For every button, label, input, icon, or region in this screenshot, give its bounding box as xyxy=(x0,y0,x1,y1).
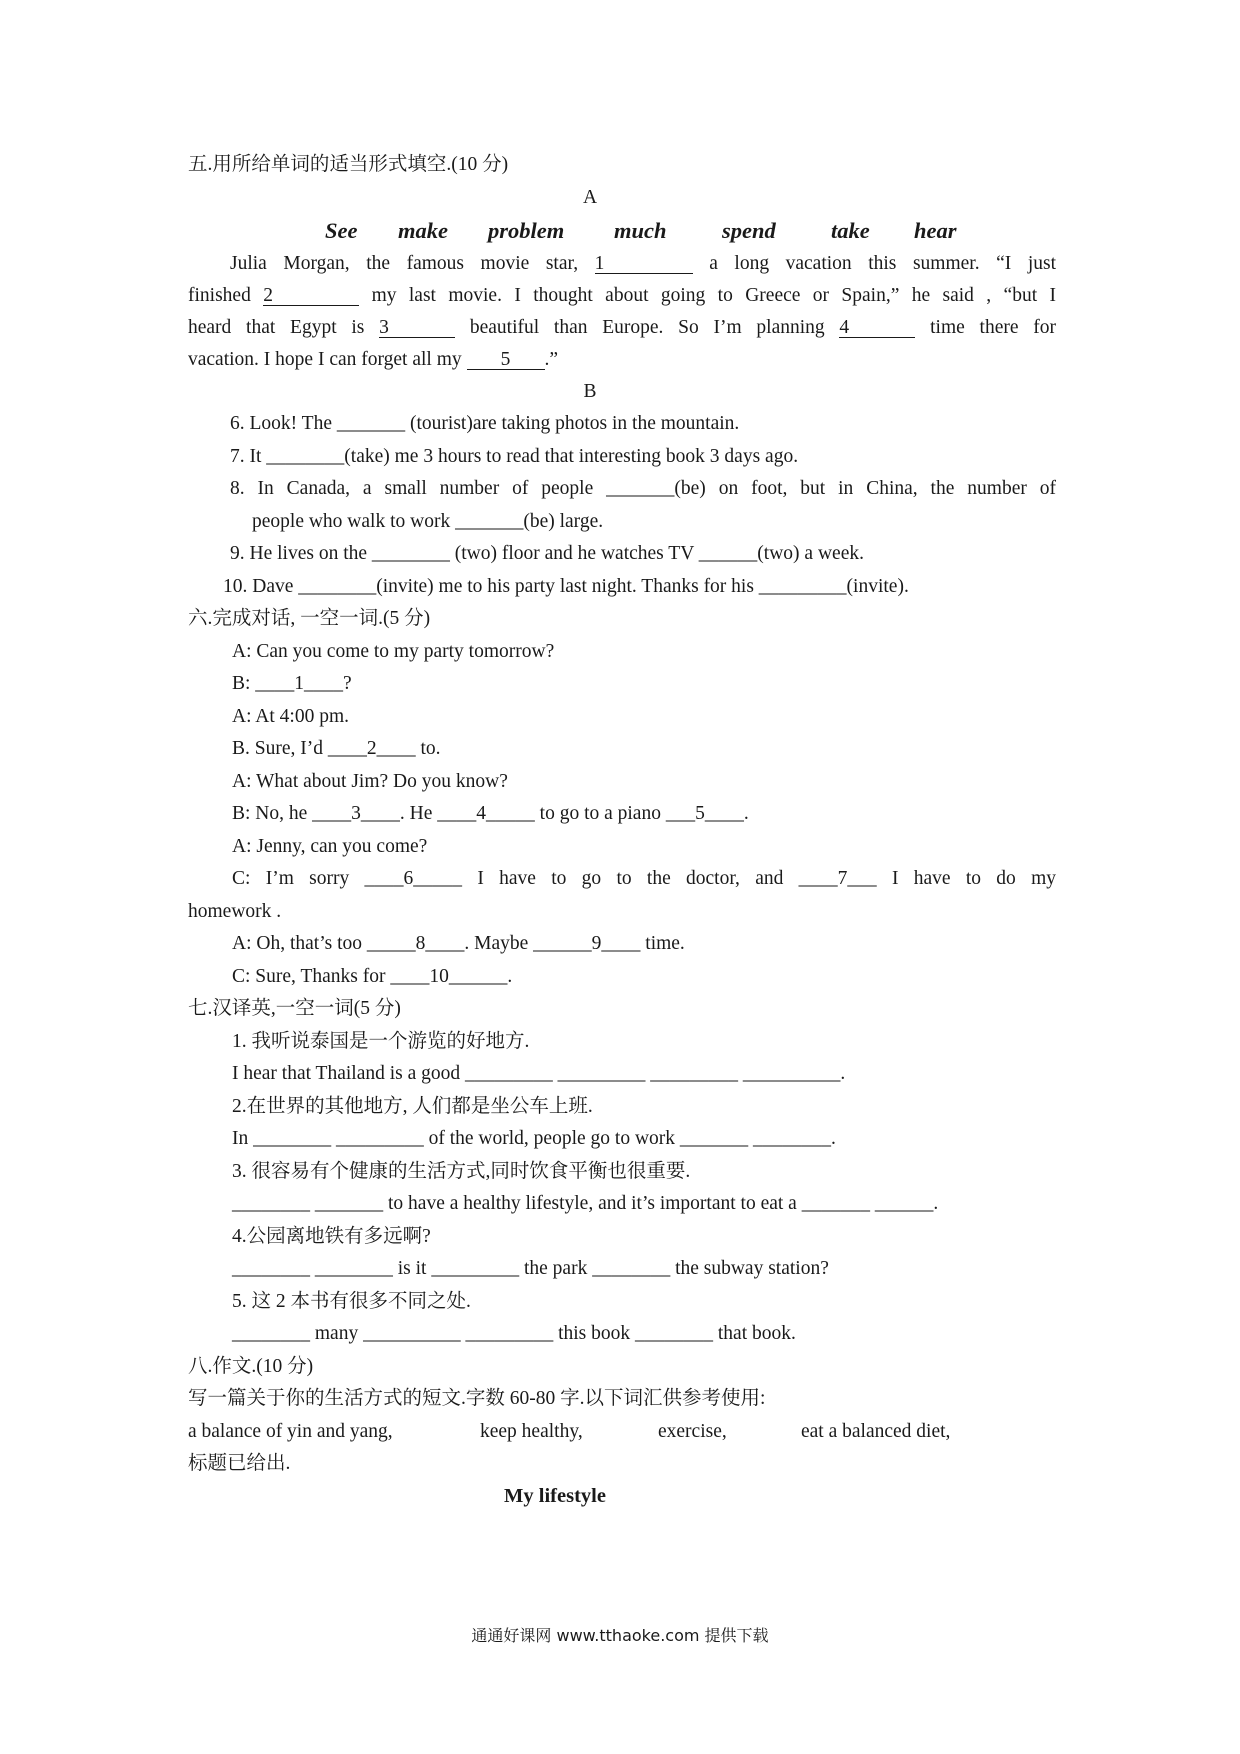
translation-answer: ________ many __________ _________ this book ________ that book. xyxy=(232,1323,796,1344)
blank-4[interactable]: 4 xyxy=(839,318,915,338)
question-item: 6. Look! The _______ (tourist)are taking photos in the mountain. xyxy=(230,413,740,434)
section-8-title: 八.作文.(10 分) xyxy=(188,1356,314,1377)
dialogue-line: B: No, he ____3____. He ____4_____ to go to a piano ___5____. xyxy=(232,803,749,824)
translation-answer: In ________ _________ of the world, people go to work _______ ________. xyxy=(232,1128,836,1149)
blank-3[interactable]: 3 xyxy=(379,318,455,338)
part-a-label: A xyxy=(582,187,598,208)
question-item: 7. It ________(take) me 3 hours to read that interesting book 3 days ago. xyxy=(230,446,799,467)
vocab-item: keep healthy, xyxy=(480,1421,583,1442)
translation-answer: ________ _______ to have a healthy lifestyle, and it’s important to eat a _______ ______. xyxy=(232,1193,939,1214)
dialogue-line: A: At 4:00 pm. xyxy=(232,706,350,727)
translation-prompt: 3. 很容易有个健康的生活方式,同时饮食平衡也很重要. xyxy=(232,1161,691,1182)
section-6-title: 六.完成对话, 一空一词.(5 分) xyxy=(188,608,431,629)
word-bank-item: take xyxy=(831,218,870,243)
dialogue-line: C: I’m sorry ____6_____ I have to go to the doctor, and ____7___ I have to do my xyxy=(232,868,1056,889)
vocab-item: exercise, xyxy=(658,1421,727,1442)
dialogue-line: A: Jenny, can you come? xyxy=(232,836,428,857)
essay-title: My lifestyle xyxy=(504,1485,606,1507)
blank-1[interactable]: 1 xyxy=(595,254,693,274)
dialogue-line: homework . xyxy=(188,901,282,922)
word-bank-item: spend xyxy=(722,218,776,243)
essay-instruction: 写一篇关于你的生活方式的短文.字数 60-80 字.以下词汇供参考使用: xyxy=(188,1388,766,1409)
translation-answer: ________ ________ is it _________ the park ________ the subway station? xyxy=(232,1258,829,1279)
translation-prompt: 4.公园离地铁有多远啊? xyxy=(232,1226,431,1247)
word-bank-item: much xyxy=(614,218,667,243)
dialogue-line: A: Oh, that’s too _____8____. Maybe ______9____ time. xyxy=(232,933,685,954)
question-item: people who walk to work _______(be) large. xyxy=(252,511,604,532)
passage-line: heard that Egypt is 3 beautiful than Europe. So I’m planning 4 time there for xyxy=(188,317,1056,338)
part-b-label: B xyxy=(583,381,597,402)
word-bank-item: See xyxy=(325,218,358,243)
section-7-title: 七.汉译英,一空一词(5 分) xyxy=(188,998,401,1019)
translation-answer: I hear that Thailand is a good _________ _________ _________ __________. xyxy=(232,1063,846,1084)
translation-prompt: 5. 这 2 本书有很多不同之处. xyxy=(232,1291,471,1312)
passage-line: finished 2 my last movie. I thought about going to Greece or Spain,” he said , “but I xyxy=(188,285,1057,306)
question-item: 10. Dave ________(invite) me to his party last night. Thanks for his _________(invite). xyxy=(223,576,909,597)
translation-prompt: 1. 我听说泰国是一个游览的好地方. xyxy=(232,1031,530,1052)
translation-prompt: 2.在世界的其他地方, 人们都是坐公车上班. xyxy=(232,1096,593,1117)
footer-text: 通通好课网 www.tthaoke.com 提供下载 xyxy=(471,1626,769,1645)
vocab-item: eat a balanced diet, xyxy=(801,1421,951,1442)
passage-line: vacation. I hope I can forget all my 5 .” xyxy=(188,349,559,370)
dialogue-line: A: Can you come to my party tomorrow? xyxy=(232,641,555,662)
dialogue-line: C: Sure, Thanks for ____10______. xyxy=(232,966,513,987)
dialogue-line: B. Sure, I’d ____2____ to. xyxy=(232,738,441,759)
blank-5[interactable]: 5 xyxy=(467,350,545,370)
blank-2[interactable]: 2 xyxy=(263,286,359,306)
vocab-item: a balance of yin and yang, xyxy=(188,1421,393,1442)
section-5-title: 五.用所给单词的适当形式填空.(10 分) xyxy=(188,154,509,175)
word-bank-item: hear xyxy=(914,218,957,243)
question-item: 8. In Canada, a small number of people _______(be) on foot, but in China, the number of xyxy=(230,478,1056,499)
question-item: 9. He lives on the ________ (two) floor and he watches TV ______(two) a week. xyxy=(230,543,864,564)
word-bank-item: problem xyxy=(488,218,565,243)
dialogue-line: A: What about Jim? Do you know? xyxy=(232,771,508,792)
essay-note: 标题已给出. xyxy=(188,1453,291,1474)
dialogue-line: B: ____1____? xyxy=(232,673,352,694)
word-bank-item: make xyxy=(398,218,448,243)
passage-line: Julia Morgan, the famous movie star, 1 a long vacation this summer. “I just xyxy=(230,253,1056,274)
